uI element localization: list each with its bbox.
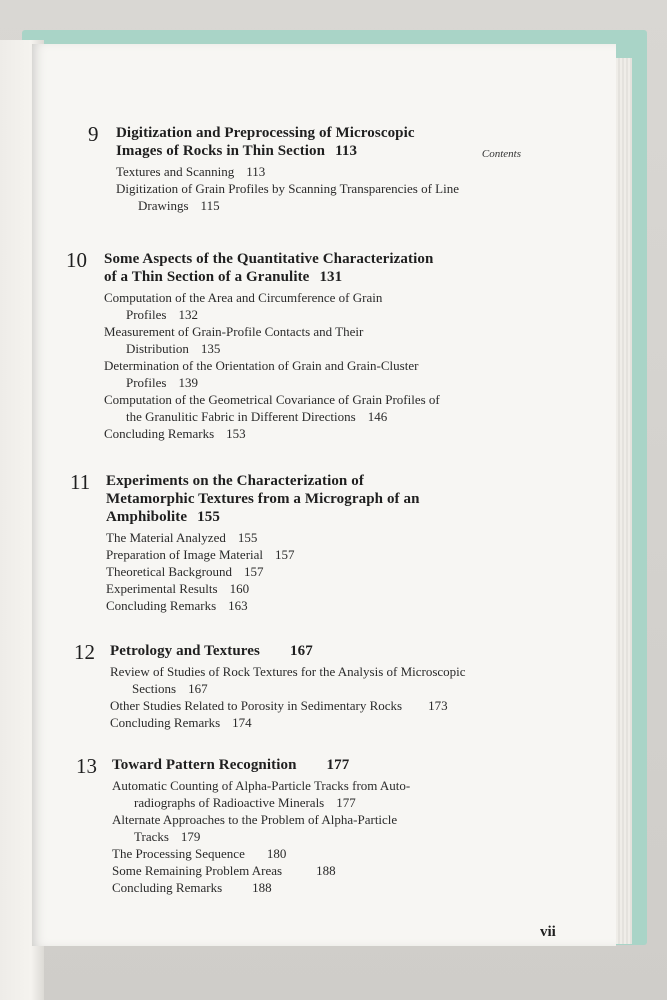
toc-entry: Computation of the Geometrical Covariance of Grain Profiles of the Granulitic Fabric in Different Directions 146 [104,392,440,424]
toc-entry: Concluding Remarks 174 [110,715,252,730]
chapter-title: Digitization and Preprocessing of Microscopic Images of Rocks in Thin Section 113 [116,125,415,159]
toc-entry: Concluding Remarks 188 [112,880,272,895]
chapter-13 [76,754,554,896]
toc-entry: Other Studies Related to Porosity in Sedimentary Rocks 173 [110,698,448,713]
toc-entry: Some Remaining Problem Areas 188 [112,863,336,878]
entry-list [112,777,554,896]
toc-entry: The Processing Sequence 180 [112,846,287,861]
toc-entry: Textures and Scanning 113 [116,164,266,179]
toc-entry: Concluding Remarks 163 [106,598,248,613]
chapter-number: 11 [70,470,91,494]
page-number: vii [540,924,556,940]
toc-entry: Alternate Approaches to the Problem of Alpha-Particle Tracks 179 [112,812,398,844]
toc-entry: Digitization of Grain Profiles by Scanning Transparencies of Line Drawings 115 [116,181,459,213]
entry-list [116,163,554,214]
chapter-number: 13 [76,754,97,778]
chapter-number: 9 [88,122,99,146]
toc-entry: Experimental Results 160 [106,581,250,596]
toc-entry: Theoretical Background 157 [106,564,264,579]
chapter-page: 177 [326,757,350,773]
toc-entry: Determination of the Orientation of Grain and Grain-Cluster Profiles 139 [104,358,419,390]
chapter-title: Experiments on the Characterization of Metamorphic Textures from a Micrograph of an Amphibolite 155 [106,473,420,525]
chapter-title: Toward Pattern Recognition 177 [112,757,350,773]
chapter-page: 131 [319,269,343,285]
chapter-number: 10 [66,248,87,272]
entry-list [104,289,554,442]
toc-entry: Concluding Remarks 153 [104,426,246,441]
chapter-title: Some Aspects of the Quantitative Characterization of a Thin Section of a Granulite 131 [104,251,434,285]
chapter-11 [70,470,554,614]
toc-entry: Preparation of Image Material 157 [106,547,295,562]
chapter-page: 167 [290,643,313,659]
chapter-page: 113 [335,143,358,159]
entry-list [106,529,554,614]
entry-list [110,663,554,731]
chapter-title: Petrology and Textures 167 [110,643,313,659]
chapter-number: 12 [74,640,95,664]
toc-entry: The Material Analyzed 155 [106,530,258,545]
chapter-12 [74,640,554,731]
chapter-page: 155 [197,509,220,525]
contents-page [32,44,616,946]
toc-entry: Review of Studies of Rock Textures for the Analysis of Microscopic Sections 167 [110,664,466,696]
toc-entry: Computation of the Area and Circumference of Grain Profiles 132 [104,290,383,322]
toc-entry: Measurement of Grain-Profile Contacts and Their Distribution 135 [104,324,364,356]
toc-entry: Automatic Counting of Alpha-Particle Tracks from Auto- radiographs of Radioactive Minerals 177 [112,778,411,810]
chapter-10 [66,248,554,442]
running-head: Contents [481,148,521,160]
chapter-9 [88,122,554,214]
